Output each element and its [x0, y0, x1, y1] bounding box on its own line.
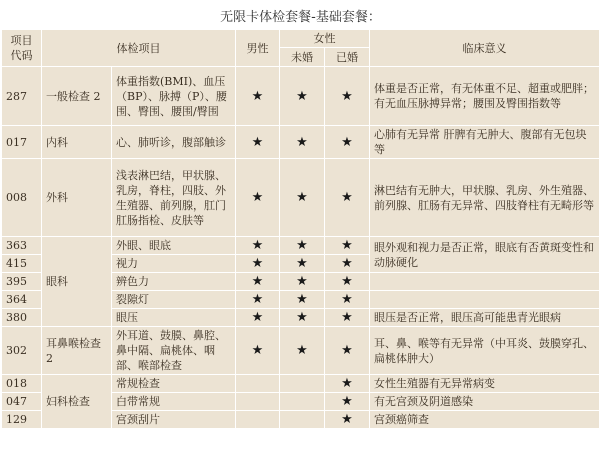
- item-name: 裂隙灯: [112, 291, 236, 309]
- male-applicable-cell: [236, 393, 280, 411]
- male-applicable-cell: [236, 327, 280, 375]
- unmarried-applicable-cell: [280, 309, 325, 327]
- header-meaning: 临床意义: [370, 30, 600, 67]
- star-icon: ★: [251, 256, 264, 271]
- clinical-meaning: 心肺有无异常 肝脾有无肿大、腹部有无包块等: [370, 126, 600, 159]
- star-icon: ★: [251, 134, 264, 150]
- male-applicable-cell: [236, 126, 280, 159]
- married-applicable-cell: [325, 375, 370, 393]
- item-category: 眼科: [42, 237, 112, 327]
- item-name: 外耳道、鼓膜、鼻腔、鼻中隔、扁桃体、咽部、喉部检查: [112, 327, 236, 375]
- married-applicable-cell: [325, 411, 370, 429]
- star-icon: ★: [296, 238, 308, 253]
- clinical-meaning: 体重是否正常，有无体重不足、超重或肥胖；有无血压脉搏异常；腰围及臀围指数等: [370, 67, 600, 126]
- item-code: 395: [2, 273, 42, 291]
- page-title: 无限卡体检套餐-基础套餐：: [220, 10, 381, 25]
- table-row: [2, 327, 600, 375]
- clinical-meaning: 有无宫颈及阴道感染: [370, 393, 600, 411]
- star-icon: ★: [296, 256, 308, 271]
- item-name: 白带常规: [112, 393, 236, 411]
- header-female: 女性: [280, 30, 370, 48]
- star-icon: ★: [341, 376, 353, 391]
- item-category: 一般检查 2: [42, 67, 112, 126]
- item-name: 外眼、眼底: [112, 237, 236, 255]
- star-icon: ★: [341, 412, 353, 427]
- item-name: 体重指数(BMI)、血压（BP）、脉搏（P）、腰围、臀围、腰围/臀围: [112, 67, 236, 126]
- item-name: 宫颈刮片: [112, 411, 236, 429]
- header-married: 已婚: [325, 48, 370, 67]
- item-category: 妇科检查: [42, 375, 112, 429]
- table-row: [2, 67, 600, 126]
- item-category: 外科: [42, 159, 112, 237]
- star-icon: ★: [251, 292, 264, 307]
- star-icon: ★: [251, 310, 264, 325]
- married-applicable-cell: [325, 255, 370, 273]
- table-row: [2, 126, 600, 159]
- item-name: 常规检查: [112, 375, 236, 393]
- married-applicable-cell: [325, 126, 370, 159]
- star-icon: ★: [251, 88, 264, 104]
- star-icon: ★: [296, 274, 308, 289]
- male-applicable-cell: [236, 375, 280, 393]
- header-unmarried: 未婚: [280, 48, 325, 67]
- star-icon: ★: [341, 274, 353, 289]
- table-body: [2, 67, 600, 429]
- clinical-meaning: 淋巴结有无肿大，甲状腺、乳房、外生殖器、前列腺、肛肠有无异常、四肢脊柱有无畸形等: [370, 159, 600, 237]
- star-icon: ★: [296, 190, 308, 205]
- clinical-meaning: 耳、鼻、喉等有无异常（中耳炎、鼓膜穿孔、扁桃体肿大）: [370, 327, 600, 375]
- item-code: 363: [2, 237, 42, 255]
- male-applicable-cell: [236, 255, 280, 273]
- star-icon: ★: [251, 274, 264, 289]
- item-name: 眼压: [112, 309, 236, 327]
- star-icon: ★: [251, 238, 264, 253]
- male-applicable-cell: [236, 309, 280, 327]
- header-item: 体检项目: [42, 30, 236, 67]
- clinical-meaning: 眼压是否正常，眼压高可能患青光眼病: [370, 309, 600, 327]
- table-row: [2, 159, 600, 237]
- male-applicable-cell: [236, 237, 280, 255]
- table-row: [2, 237, 600, 255]
- clinical-meaning: 眼外观和视力是否正常，眼底有否黄斑变性和动脉硬化: [370, 237, 600, 273]
- unmarried-applicable-cell: [280, 291, 325, 309]
- item-code: 018: [2, 375, 42, 393]
- star-icon: ★: [341, 190, 353, 205]
- clinical-meaning: [370, 273, 600, 291]
- married-applicable-cell: [325, 327, 370, 375]
- unmarried-applicable-cell: [280, 273, 325, 291]
- married-applicable-cell: [325, 67, 370, 126]
- unmarried-applicable-cell: [280, 393, 325, 411]
- item-code: 364: [2, 291, 42, 309]
- unmarried-applicable-cell: [280, 126, 325, 159]
- item-category: 内科: [42, 126, 112, 159]
- unmarried-applicable-cell: [280, 237, 325, 255]
- married-applicable-cell: [325, 393, 370, 411]
- clinical-meaning: 女性生殖器有无异常病变: [370, 375, 600, 393]
- male-applicable-cell: [236, 159, 280, 237]
- item-code: 129: [2, 411, 42, 429]
- item-code: 047: [2, 393, 42, 411]
- star-icon: ★: [296, 292, 308, 307]
- star-icon: ★: [341, 394, 353, 409]
- clinical-meaning: [370, 291, 600, 309]
- star-icon: ★: [251, 343, 264, 358]
- table-row: [2, 375, 600, 393]
- star-icon: ★: [341, 88, 353, 104]
- male-applicable-cell: [236, 291, 280, 309]
- clinical-meaning: 宫颈癌筛查: [370, 411, 600, 429]
- star-icon: ★: [341, 256, 353, 271]
- star-icon: ★: [296, 88, 308, 104]
- married-applicable-cell: [325, 273, 370, 291]
- married-applicable-cell: [325, 237, 370, 255]
- item-name: 心、肺听诊，腹部触诊: [112, 126, 236, 159]
- item-code: 415: [2, 255, 42, 273]
- star-icon: ★: [341, 310, 353, 325]
- unmarried-applicable-cell: [280, 411, 325, 429]
- item-code: 287: [2, 67, 42, 126]
- header-male: 男性: [236, 30, 280, 67]
- star-icon: ★: [341, 134, 353, 150]
- male-applicable-cell: [236, 411, 280, 429]
- star-icon: ★: [296, 310, 308, 325]
- item-code: 017: [2, 126, 42, 159]
- star-icon: ★: [251, 190, 264, 205]
- unmarried-applicable-cell: [280, 375, 325, 393]
- item-name: 辨色力: [112, 273, 236, 291]
- male-applicable-cell: [236, 273, 280, 291]
- star-icon: ★: [341, 238, 353, 253]
- item-name: 浅表淋巴结，甲状腺、乳房，脊柱，四肢、外生殖器、前列腺，肛门肛肠指检、皮肤等: [112, 159, 236, 237]
- item-category: 耳鼻喉检查 2: [42, 327, 112, 375]
- item-name: 视力: [112, 255, 236, 273]
- unmarried-applicable-cell: [280, 327, 325, 375]
- item-code: 302: [2, 327, 42, 375]
- exam-package-table: [1, 29, 600, 429]
- star-icon: ★: [341, 292, 353, 307]
- male-applicable-cell: [236, 67, 280, 126]
- unmarried-applicable-cell: [280, 67, 325, 126]
- star-icon: ★: [296, 134, 308, 150]
- header-code: 项目代码: [2, 30, 42, 67]
- item-code: 380: [2, 309, 42, 327]
- unmarried-applicable-cell: [280, 255, 325, 273]
- married-applicable-cell: [325, 159, 370, 237]
- item-code: 008: [2, 159, 42, 237]
- married-applicable-cell: [325, 309, 370, 327]
- star-icon: ★: [341, 343, 353, 358]
- married-applicable-cell: [325, 291, 370, 309]
- unmarried-applicable-cell: [280, 159, 325, 237]
- star-icon: ★: [296, 343, 308, 358]
